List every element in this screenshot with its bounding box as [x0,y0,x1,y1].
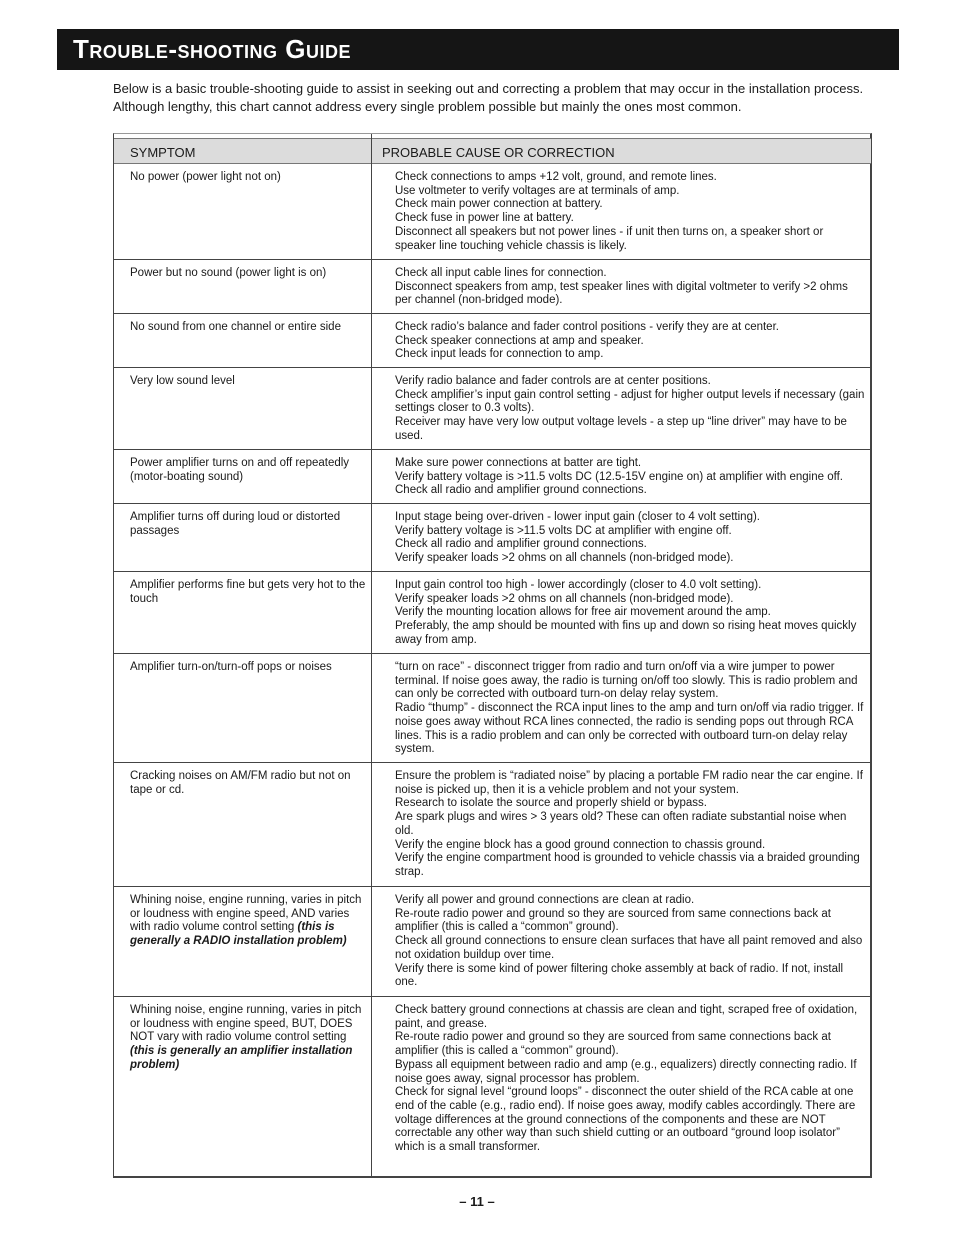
cause-item: Check connections to amps +12 volt, ground, and remote lines. [395,171,717,183]
page-title: Trouble-shooting Guide [73,34,351,64]
symptom-cell [130,1004,367,1073]
symptom-cell [130,267,367,281]
symptom-cell [130,770,367,797]
cause-item: Bypass all equipment between radio and amp (e.g., equalizers) directly connecting radio. If noise goes away, signal processor has problem. [395,1058,857,1085]
page-number: – 11 – [459,1194,495,1209]
header-symptom: SYMPTOM [130,145,196,160]
cause-cell [395,457,865,498]
cause-item: Use voltmeter to verify voltages are at terminals of amp. [395,184,680,197]
cause-item: Check main power connection at battery. [395,198,603,211]
cause-item: Verify the engine block has a good ground connection to chassis ground. [395,838,766,851]
symptom-cell [130,579,367,606]
table-row [114,762,871,887]
cause-cell [395,375,865,444]
table-header [114,138,871,164]
table-row [114,653,871,763]
cause-item: Ensure the problem is “radiated noise” by placing a portable FM radio near the car engine. If noise is picked up, then it is a vehicle problem and not your system. [395,770,863,796]
cause-item: Preferably, the amp should be mounted with fins up and down so rising heat moves quickly away from amp. [395,620,857,646]
cause-item: Make sure power connections at batter are tight. [395,457,642,469]
symptom-text: Very low sound level [130,375,235,387]
symptom-cell [130,375,367,389]
table-row [114,886,871,997]
symptom-text: No power (power light not on) [130,171,281,183]
cause-item: Receiver may have very low output voltage levels - a step up “line driver” may have to be used. [395,416,847,442]
cause-item: Check fuse in power line at battery. [395,212,574,225]
cause-item: Check amplifier’s input gain control setting - adjust for higher output levels if necessary (gain settings closer to 0.3 volts). [395,388,865,415]
symptom-text: Amplifier turns off during loud or distorted passages [130,511,341,537]
table-row [114,449,871,504]
cause-item: Input stage being over-driven - lower input gain (closer to 4 volt setting). [395,511,760,523]
cause-item: Verify the mounting location allows for free air movement around the amp. [395,606,771,619]
cause-item: Check input leads for connection to amp. [395,348,604,361]
cause-item: Verify battery voltage is >11.5 volts DC at amplifier with engine off. [395,524,732,537]
cause-item: Re-route radio power and ground so they are sourced from same connections back at amplifier (this is called a “common” ground). [395,907,831,934]
cause-item: Disconnect speakers from amp, test speaker lines with digital voltmeter to verify >2 ohms per channel (non-bridged mode). [395,280,848,307]
symptom-text: Power amplifier turns on and off repeatedly (motor-boating sound) [130,457,350,483]
cause-item: Verify all power and ground connections are clean at radio. [395,894,695,906]
cause-item: Verify speaker loads >2 ohms on all channels (non-bridged mode). [395,552,734,565]
cause-cell [395,267,865,308]
symptom-note: (this is generally a RADIO installation problem) [130,921,347,948]
cause-cell [395,661,865,757]
symptom-text: Amplifier performs fine but gets very hot to the touch [130,579,366,605]
symptom-cell [130,171,367,185]
cause-item: Verify radio balance and fader controls are at center positions. [395,375,711,387]
symptom-text: Amplifier turn-on/turn-off pops or noises [130,661,332,673]
cause-item: Research to isolate the source and properly shield or bypass. [395,797,707,810]
cause-item: Verify the engine compartment hood is grounded to vehicle chassis via a braided grounding strap. [395,852,860,878]
cause-cell [395,579,865,648]
cause-item: Check all radio and amplifier ground connections. [395,538,647,551]
table-row [114,163,871,260]
cause-item: Disconnect all speakers but not power lines - if unit then turns on, a speaker short or speaker line touching vehicle chassis is likely. [395,225,824,252]
symptom-cell [130,457,367,484]
symptom-cell [130,511,367,538]
cause-item: Are spark plugs and wires > 3 years old? These can often radiate substantial noise when old. [395,811,847,837]
title-bar [57,29,899,70]
symptom-cell [130,894,367,949]
cause-cell [395,321,865,362]
cause-item: Verify there is some kind of power filtering choke assembly at back of radio. If not, install one. [395,962,844,989]
header-cause: PROBABLE CAUSE OR CORRECTION [382,145,615,160]
table-row [114,367,871,450]
cause-item: Verify battery voltage is >11.5 volts DC (12.5-15V engine on) at amplifier with engine off. [395,470,844,483]
symptom-text: Whining noise, engine running, varies in pitch or loudness with engine speed, AND varies with radio volume control setting [130,894,362,934]
troubleshooting-table [113,133,872,1178]
cause-item: Verify speaker loads >2 ohms on all channels (non-bridged mode). [395,592,734,605]
cause-item: Check speaker connections at amp and speaker. [395,334,644,347]
table-row [114,571,871,654]
cause-item: Input gain control too high - lower accordingly (closer to 4.0 volt setting). [395,579,762,591]
table-row [114,503,871,572]
cause-cell [395,511,865,566]
cause-cell [395,1004,865,1155]
intro-paragraph: Below is a basic trouble-shooting guide to assist in seeking out and correcting a problem that may occur in the installation process. Although lengthy, this chart cannot address every single problem possible but mainly the ones most common. [113,81,864,114]
table-row [114,259,871,314]
symptom-note: (this is generally an amplifier installation problem) [130,1045,353,1071]
cause-item: Check battery ground connections at chassis are clean and tight, scraped free of oxidation, paint, and grease. [395,1004,858,1030]
cause-cell [395,171,865,253]
symptom-text: Cracking noises on AM/FM radio but not on tape or cd. [130,770,351,796]
symptom-cell [130,661,367,675]
cause-item: Check all input cable lines for connection. [395,267,607,279]
cause-item: Check all radio and amplifier ground connections. [395,484,647,497]
symptom-cell [130,321,367,335]
cause-cell [395,894,865,990]
symptom-text: Whining noise, engine running, varies in pitch or loudness with engine speed, BUT, DOES NOT vary with radio volume control setting [130,1004,362,1044]
cause-item: Check for signal level “ground loops” - disconnect the outer shield of the RCA cable at one end of the cable (e.g., radio end). If noise goes away, modify cables accordingly. There are voltage differences at the ground connections of the components and these are NOT correctable any other way than such shield cutting or an outboard “ground loop isolator” which is a small transformer. [395,1086,856,1154]
cause-item: Radio “thump” - disconnect the RCA input lines to the amp and turn on/off via radio trigger. If noise goes away without RCA lines connected, the radio is sending pops out through RCA lines. This is a radio problem and can only be corrected with outboard turn-on delay relay system. [395,702,864,756]
symptom-text: Power but no sound (power light is on) [130,267,327,279]
cause-cell [395,770,865,880]
cause-item: Check radio’s balance and fader control positions - verify they are at center. [395,321,779,333]
table-row [114,313,871,368]
cause-item: “turn on race” - disconnect trigger from radio and turn on/off via a wire jumper to power terminal. If noise goes away, the radio is turning on/off too slowly. This is radio problem and can only be corrected with outboard turn-on delay relay system. [395,661,858,701]
cause-item: Check all ground connections to ensure clean surfaces that have all paint removed and also not oxidation buildup over time. [395,935,863,961]
table-row [114,996,871,1177]
cause-item: Re-route radio power and ground so they are sourced from same connections back at amplifier (this is called a “common” ground). [395,1031,831,1058]
symptom-text: No sound from one channel or entire side [130,321,341,333]
